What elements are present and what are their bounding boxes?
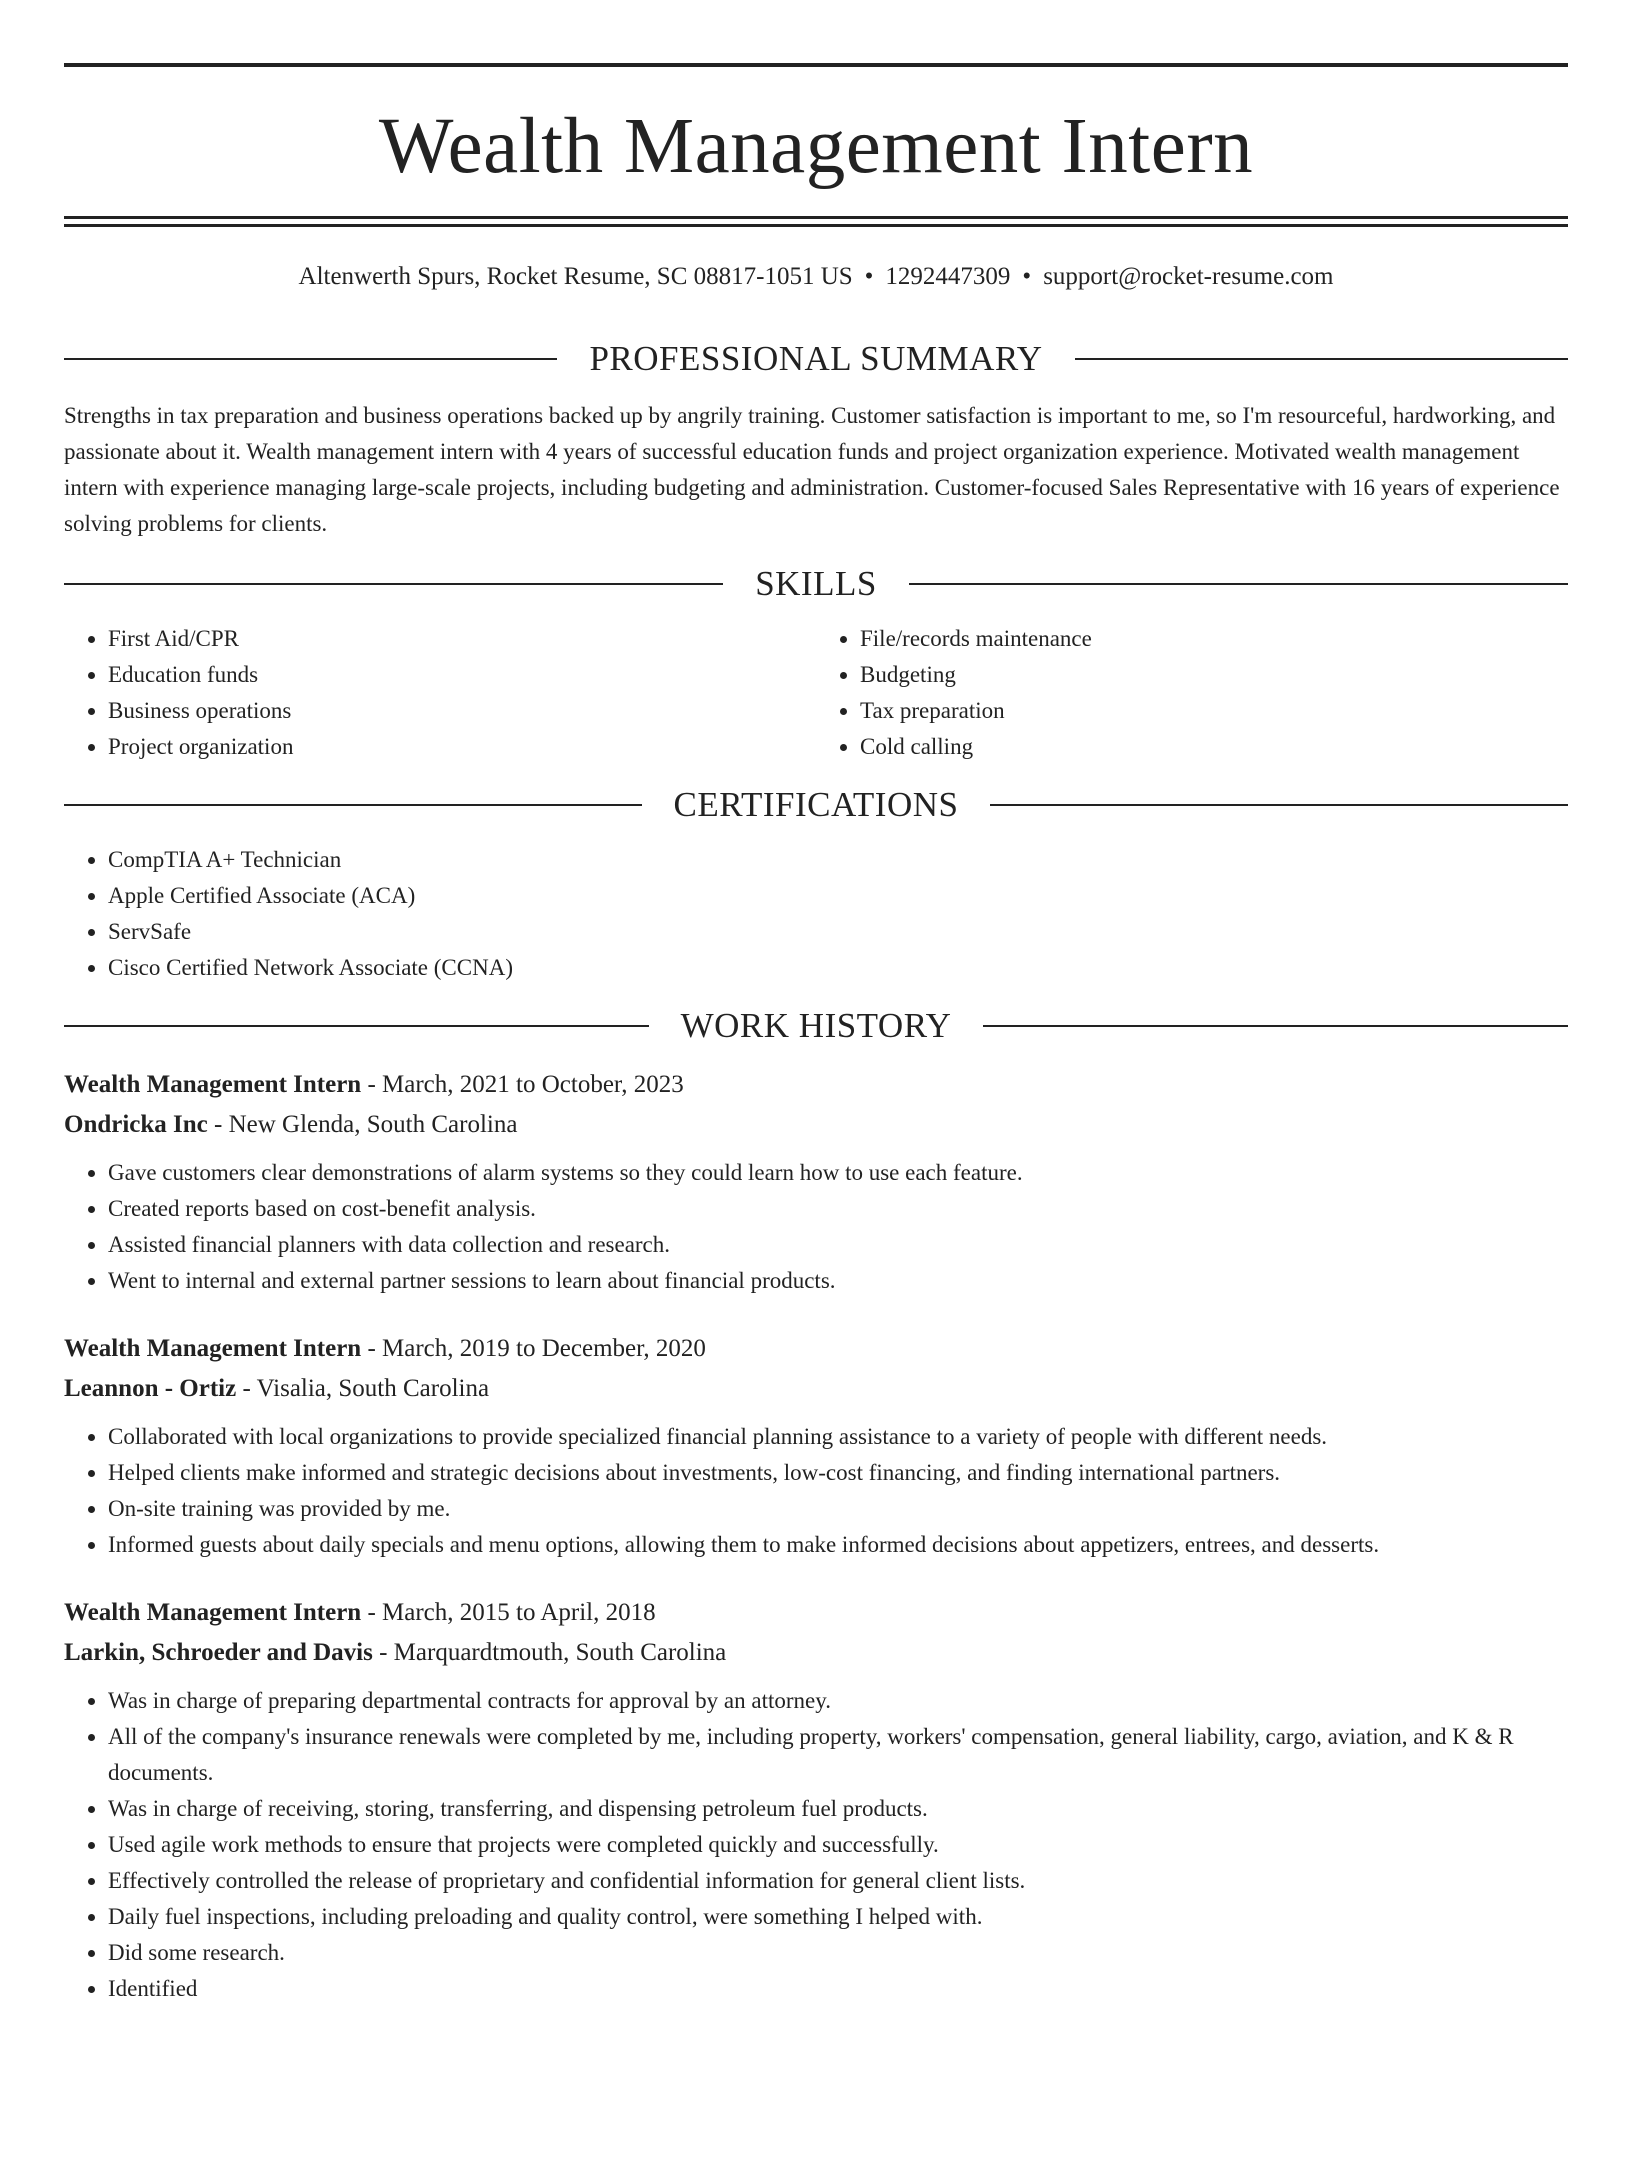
skill-item: • Budgeting (860, 657, 1568, 693)
job-bullets (64, 1683, 1568, 2007)
contact-address: Altenwerth Spurs, Rocket Resume, SC 08817-1051 US (298, 263, 853, 290)
contact-separator: • (864, 263, 874, 290)
job-dates: - March, 2021 to October, 2023 (361, 1071, 684, 1098)
job-bullets (64, 1419, 1568, 1563)
skill-item: • First Aid/CPR (108, 621, 816, 657)
job-role-line (64, 1065, 1568, 1105)
job-role: Wealth Management Intern (64, 1599, 362, 1626)
job-bullet: • All of the company's insurance renewals were completed by me, including property, workers' compensation, general liability, cargo, aviation, and K & R documents. (108, 1719, 1568, 1791)
job-company: Leannon - Ortiz (64, 1375, 237, 1402)
skills-column-right (816, 621, 1568, 765)
job-company: Ondricka Inc (64, 1111, 208, 1138)
job-company: Larkin, Schroeder and Davis (64, 1639, 373, 1666)
skill-item: • Cold calling (860, 729, 1568, 765)
skills-list (64, 621, 1568, 765)
job-entry (64, 1065, 1568, 1299)
job-bullet: • Went to internal and external partner sessions to learn about financial products. (108, 1263, 1568, 1299)
section-title-skills (64, 566, 1568, 601)
skill-item: • Tax preparation (860, 693, 1568, 729)
certification-item: • Apple Certified Associate (ACA) (108, 878, 1568, 914)
job-bullets (64, 1155, 1568, 1299)
section-title-text: WORK HISTORY (680, 1006, 952, 1045)
job-dates: - March, 2015 to April, 2018 (361, 1599, 656, 1626)
job-role: Wealth Management Intern (64, 1071, 362, 1098)
section-title-text: PROFESSIONAL SUMMARY (589, 339, 1043, 378)
skill-item: • Business operations (108, 693, 816, 729)
contact-line (64, 264, 1568, 289)
job-bullet: • Informed guests about daily specials and menu options, allowing them to make informed decisions about appetizers, entrees, and desserts. (108, 1527, 1568, 1563)
certification-item: • ServSafe (108, 914, 1568, 950)
certification-item: • Cisco Certified Network Associate (CCNA) (108, 950, 1568, 986)
contact-email: support@rocket-resume.com (1043, 263, 1334, 290)
job-bullet: • Was in charge of receiving, storing, transferring, and dispensing petroleum fuel products. (108, 1791, 1568, 1827)
job-location: - Visalia, South Carolina (236, 1375, 490, 1402)
job-bullet: • Assisted financial planners with data collection and research. (108, 1227, 1568, 1263)
section-title-text: SKILLS (755, 564, 877, 603)
section-title-work-history (64, 1008, 1568, 1043)
certification-item: • CompTIA A+ Technician (108, 842, 1568, 878)
job-role-line (64, 1329, 1568, 1369)
top-divider (64, 63, 1568, 67)
job-bullet: • Did some research. (108, 1935, 1568, 1971)
job-role: Wealth Management Intern (64, 1335, 362, 1362)
job-location: - New Glenda, South Carolina (207, 1111, 518, 1138)
job-company-line (64, 1105, 1568, 1145)
job-bullet: • Used agile work methods to ensure that projects were completed quickly and successfully. (108, 1827, 1568, 1863)
section-title-text: CERTIFICATIONS (673, 785, 959, 824)
job-bullet: • On-site training was provided by me. (108, 1491, 1568, 1527)
job-dates: - March, 2019 to December, 2020 (361, 1335, 706, 1362)
job-bullet: • Daily fuel inspections, including preloading and quality control, were something I helped with. (108, 1899, 1568, 1935)
resume-page (0, 63, 1632, 2175)
title-double-divider (64, 216, 1568, 227)
certifications-list (64, 842, 1568, 986)
skill-item: • File/records maintenance (860, 621, 1568, 657)
skill-item: • Education funds (108, 657, 816, 693)
job-bullet: • Created reports based on cost-benefit analysis. (108, 1191, 1568, 1227)
contact-separator: • (1022, 263, 1032, 290)
job-bullet: • Effectively controlled the release of proprietary and confidential information for general client lists. (108, 1863, 1568, 1899)
job-bullet: • Helped clients make informed and strategic decisions about investments, low-cost financing, and finding international partners. (108, 1455, 1568, 1491)
job-bullet: • Gave customers clear demonstrations of alarm systems so they could learn how to use each feature. (108, 1155, 1568, 1191)
section-title-summary (64, 341, 1568, 376)
contact-phone: 1292447309 (885, 263, 1011, 290)
job-company-line (64, 1369, 1568, 1409)
job-bullet: • Collaborated with local organizations to provide specialized financial planning assistance to a variety of people with different needs. (108, 1419, 1568, 1455)
summary-text: Strengths in tax preparation and business operations backed up by angrily training. Customer satisfaction is important to me, so I'm resourceful, hardworking, and passionate about it. Wealth management intern with 4 years of successful education funds and project organization experience. Motivated wealth management intern with experience managing large-scale projects, including budgeting and administration. Customer-focused Sales Representative with 16 years of experience solving problems for clients. (64, 403, 1560, 536)
job-entry (64, 1593, 1568, 2007)
job-entry (64, 1329, 1568, 1563)
job-role-line (64, 1593, 1568, 1633)
skills-column-left (64, 621, 816, 765)
resume-title: Wealth Management Intern (378, 103, 1254, 190)
job-bullet: • Identified (108, 1971, 1568, 2007)
job-company-line (64, 1633, 1568, 1673)
section-title-certifications (64, 787, 1568, 822)
job-bullet: • Was in charge of preparing departmental contracts for approval by an attorney. (108, 1683, 1568, 1719)
skill-item: • Project organization (108, 729, 816, 765)
job-location: - Marquardtmouth, South Carolina (372, 1639, 727, 1666)
